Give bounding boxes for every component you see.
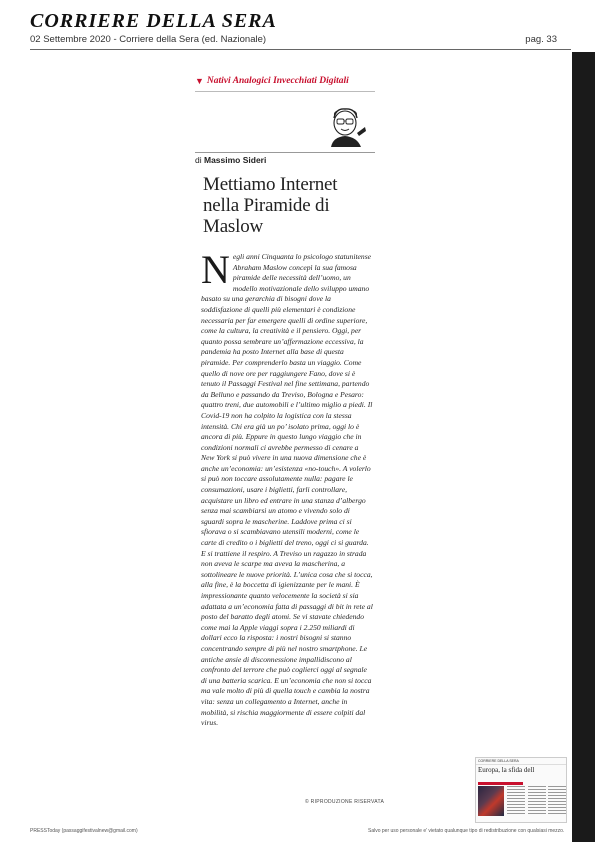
byline bbox=[195, 155, 375, 165]
thumbnail-column bbox=[507, 786, 525, 816]
article-body bbox=[201, 247, 373, 729]
body-text: egli anni Cinquanta lo psicologo statunitense Abraham Maslow concepì la sua famosa piramide delle necessità dell’uomo, un modello motivazionale dello sviluppo umano basato su una gerarchia di bisogni dove la soddisfazione di quelli più elementari è condizione necessaria per far emergere quelli di ordine superiore, come la cultura, la creatività e il pensiero. Oggi, per quanto possa sembrare un’affermazione eccessiva, la pandemia ha posto Internet alla base di questa piramide. Per comprenderlo basta un viaggio. Come quello di nove ore per raggiungere Fano, dove si è tenuto il Passaggi Festival nel fine settimana, partendo da Belluno e passando da Treviso, Bologna e Pesaro: quattro treni, due automobili e l’ultimo miglio a piedi. Il Covid-19 non ha colpito la logistica con la stessa intensità. Chi era già un po’ isolato prima, oggi lo è ancora di più. Eppure in questo lungo viaggio che in condizioni normali ci avrebbe permesso di cenare a New York si può vivere in una nuova dimensione che è anche un’economia: un’esistenza «no-touch». A volerlo si può non toccare assolutamente nulla: pagare le consumazioni, usare i biglietti, farli controllare, acquistare un libro ed entrare in una stanza d’albergo senza mai scambiarsi un atomo e vivendo solo di sguardi sopra le mascherine. Laddove prima ci si sfiorava o si scambiavano utensili moderni, come le carte di credito o i biglietti del treno, oggi ci si guarda. E si trattiene il respiro. A Treviso un ragazzo in strada non aveva le scarpe ma aveva la mascherina, a sottolineare le nuove priorità. L’unica cosa che si tocca, alla fine, è la boccetta di igienizzante per le mani. È impressionante quanto velocemente la società si sia adattata a un’economia fatta di passaggi di bit in rete al posto del baratto degli atomi. Se vi stavate chiedendo come mai la Apple viaggi sopra i 2.250 miliardi di dollari ecco la risposta: i nostri bisogni si stanno concentrando sempre di più nel nostro smartphone. Le antiche ansie di disconnessione impallidiscono al confronto del terrore che può coglierci oggi al segnale di una batteria scarica. E un’economia che non si tocca ma vale molto di più di quella touch e cambia la nostra vita: senza un collegamento a Internet, anche in mobilità, si rischia maggiormente di essere colpiti dal virus. bbox=[201, 252, 373, 728]
pin-icon: ▼ bbox=[195, 76, 204, 86]
right-side-bar bbox=[572, 52, 595, 842]
thumbnail-title: Europa, la sfida dell bbox=[478, 766, 535, 774]
footer-right: Salvo per uso personale e' vietato qualunque tipo di redistribuzione con qualsiasi mezzo. bbox=[368, 828, 565, 834]
thumbnail-photo bbox=[478, 786, 504, 816]
footer-left: PRESSToday (passaggifestivalnew@gmail.com) bbox=[30, 828, 138, 834]
rubric bbox=[195, 76, 375, 86]
thumbnail-column bbox=[548, 786, 566, 816]
thumbnail-column bbox=[528, 786, 546, 816]
page-number: pag. 33 bbox=[525, 34, 557, 45]
byline-block bbox=[195, 152, 375, 165]
rubric-divider bbox=[195, 91, 375, 92]
drop-cap: N bbox=[201, 247, 230, 292]
rubric-label: Nativi Analogici Invecchiati Digitali bbox=[206, 76, 349, 86]
thumbnail-red-band bbox=[478, 782, 523, 785]
headline: Mettiamo Internet nella Piramide di Maslow bbox=[203, 174, 338, 237]
byline-divider bbox=[195, 152, 375, 153]
byline-prefix: di bbox=[195, 155, 202, 165]
thumbnail-header: CORRIERE DELLA SERA bbox=[476, 758, 566, 765]
header-rule bbox=[30, 49, 571, 50]
masthead: CORRIERE DELLA SERA bbox=[30, 10, 277, 32]
author-name: Massimo Sideri bbox=[204, 155, 267, 165]
copyright-notice: © RIPRODUZIONE RISERVATA bbox=[305, 799, 385, 805]
author-caricature-icon bbox=[323, 103, 369, 147]
dateline: 02 Settembre 2020 - Corriere della Sera (ed. Nazionale) bbox=[30, 34, 267, 45]
page-thumbnail bbox=[475, 757, 567, 823]
article bbox=[195, 76, 385, 805]
